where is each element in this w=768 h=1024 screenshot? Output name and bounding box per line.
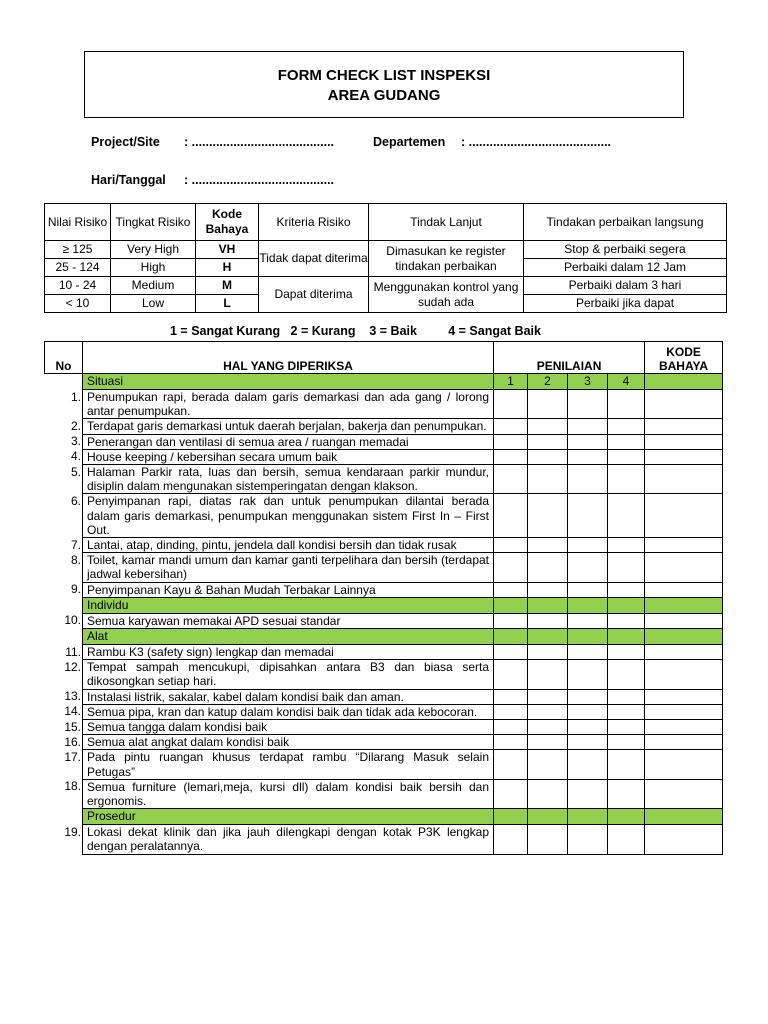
- risk-kode-cell: H: [196, 259, 259, 277]
- section-kode-cell: [645, 374, 723, 390]
- header-no: No: [45, 342, 83, 374]
- checklist-row: [45, 419, 723, 434]
- risk-tingkat-cell: Low: [111, 295, 196, 313]
- item-number: 2.: [70, 418, 81, 433]
- score-cell-4[interactable]: [608, 825, 645, 854]
- item-description: Lantai, atap, dinding, pintu, jendela dall kondisi bersih dan tidak rusak: [83, 538, 494, 553]
- score-cell-2[interactable]: [528, 434, 568, 449]
- risk-perbaikan-cell: Perbaiki dalam 12 Jam: [524, 259, 727, 277]
- section-spacer: [45, 374, 83, 390]
- checklist-row: [45, 689, 723, 704]
- kode-bahaya-cell[interactable]: [645, 779, 723, 808]
- score-cell-3[interactable]: [568, 689, 608, 704]
- checklist-row: [45, 390, 723, 419]
- score-cell-4[interactable]: [608, 645, 645, 660]
- tindak-register: Dimasukan ke register tindakan perbaikan: [369, 241, 524, 277]
- section-row: [45, 809, 723, 825]
- item-number: 1.: [70, 389, 81, 404]
- departemen-label: Departemen: [373, 135, 446, 149]
- kode-bahaya-cell[interactable]: [645, 689, 723, 704]
- tanggal-field[interactable]: : .........................................: [184, 173, 335, 187]
- score-cell-4[interactable]: [608, 494, 645, 538]
- kode-bahaya-cell[interactable]: [645, 582, 723, 597]
- risk-matrix-table: [44, 203, 727, 313]
- score-header-cell: [528, 629, 568, 645]
- score-header-cell: [568, 597, 608, 613]
- item-description: Semua karyawan memakai APD sesuai standar: [83, 613, 494, 628]
- section-row: [45, 629, 723, 645]
- checklist-row: [45, 645, 723, 660]
- kode-bahaya-cell[interactable]: [645, 750, 723, 779]
- score-cell-3[interactable]: [568, 645, 608, 660]
- header-kode-bahaya: KODE BAHAYA: [645, 342, 723, 374]
- section-row: [45, 374, 723, 390]
- header-tindakan-perbaikan: Tindakan perbaikan langsung: [524, 204, 727, 241]
- checklist-row: [45, 660, 723, 689]
- kode-bahaya-cell[interactable]: [645, 434, 723, 449]
- section-kode-cell: [645, 597, 723, 613]
- item-description: Toilet, kamar mandi umum dan kamar ganti terpelihara dan bersih (terdapat jadwal kebersihan): [83, 553, 494, 582]
- score-cell-3[interactable]: [568, 613, 608, 628]
- score-cell-4[interactable]: [608, 720, 645, 735]
- score-cell-2[interactable]: [528, 660, 568, 689]
- score-cell-4[interactable]: [608, 465, 645, 494]
- item-number: 12.: [64, 659, 81, 674]
- score-cell-1[interactable]: [494, 538, 528, 553]
- score-cell-2[interactable]: [528, 825, 568, 854]
- score-cell-1[interactable]: [494, 449, 528, 464]
- checklist-row: [45, 750, 723, 779]
- form-title-line2: AREA GUDANG: [327, 87, 441, 104]
- score-cell-1[interactable]: [494, 465, 528, 494]
- section-row: [45, 597, 723, 613]
- kode-bahaya-cell[interactable]: [645, 704, 723, 719]
- kode-bahaya-cell[interactable]: [645, 538, 723, 553]
- item-description: Rambu K3 (safety sign) lengkap dan memadai: [83, 645, 494, 660]
- section-title: Individu: [83, 597, 494, 613]
- item-number: 18.: [64, 779, 81, 794]
- score-cell-2[interactable]: [528, 613, 568, 628]
- score-cell-2[interactable]: [528, 465, 568, 494]
- score-cell-1[interactable]: [494, 613, 528, 628]
- item-number: 16.: [64, 734, 81, 749]
- risk-perbaikan-cell: Perbaiki dalam 3 hari: [524, 277, 727, 295]
- item-number: 19.: [64, 824, 81, 839]
- score-header-cell: [608, 629, 645, 645]
- score-cell-4[interactable]: [608, 582, 645, 597]
- score-cell-3[interactable]: [568, 582, 608, 597]
- score-header-cell: 2: [528, 374, 568, 390]
- item-number: 3.: [70, 434, 81, 449]
- item-number: 17.: [64, 749, 81, 764]
- item-description: Pada pintu ruangan khusus terdapat rambu “Dilarang Masuk selain Petugas”: [83, 750, 494, 779]
- kode-bahaya-cell[interactable]: [645, 720, 723, 735]
- score-cell-3[interactable]: [568, 779, 608, 808]
- item-description: Penerangan dan ventilasi di semua area / ruangan memadai: [83, 434, 494, 449]
- score-header-cell: [528, 809, 568, 825]
- item-description: Penumpukan rapi, berada dalam garis demarkasi dan ada gang / lorong antar penumpukan.: [83, 390, 494, 419]
- form-title-line1: FORM CHECK LIST INSPEKSI: [277, 67, 491, 84]
- score-header-cell: 4: [608, 374, 645, 390]
- tindak-kontrol: Menggunakan kontrol yang sudah ada: [369, 277, 524, 313]
- section-title: Alat: [83, 629, 494, 645]
- score-cell-4[interactable]: [608, 419, 645, 434]
- score-cell-4[interactable]: [608, 704, 645, 719]
- score-cell-4[interactable]: [608, 735, 645, 750]
- checklist-row: [45, 720, 723, 735]
- kode-bahaya-cell[interactable]: [645, 419, 723, 434]
- score-cell-2[interactable]: [528, 779, 568, 808]
- score-cell-4[interactable]: [608, 750, 645, 779]
- score-cell-3[interactable]: [568, 419, 608, 434]
- risk-nilai-cell: < 10: [45, 295, 111, 313]
- score-cell-2[interactable]: [528, 704, 568, 719]
- score-cell-3[interactable]: [568, 494, 608, 538]
- project-field[interactable]: : .........................................: [184, 135, 335, 149]
- score-cell-3[interactable]: [568, 660, 608, 689]
- checklist-row: [45, 582, 723, 597]
- risk-perbaikan-cell: Stop & perbaiki segera: [524, 241, 727, 259]
- item-description: Penyimpanan Kayu & Bahan Mudah Terbakar Lainnya: [83, 582, 494, 597]
- score-cell-2[interactable]: [528, 720, 568, 735]
- checklist-table: [44, 341, 723, 855]
- risk-nilai-cell: 25 - 124: [45, 259, 111, 277]
- score-cell-1[interactable]: [494, 582, 528, 597]
- section-title: Situasi: [83, 374, 494, 390]
- item-number: 15.: [64, 719, 81, 734]
- section-kode-cell: [645, 629, 723, 645]
- score-cell-1[interactable]: [494, 689, 528, 704]
- risk-tingkat-cell: Medium: [111, 277, 196, 295]
- checklist-row: [45, 449, 723, 464]
- kode-bahaya-cell[interactable]: [645, 553, 723, 582]
- item-number: 7.: [70, 537, 81, 552]
- item-description: Instalasi listrik, sakalar, kabel dalam kondisi baik dan aman.: [83, 689, 494, 704]
- form-title-box: [84, 51, 684, 118]
- risk-perbaikan-cell: Perbaiki jika dapat: [524, 295, 727, 313]
- item-description: Tempat sampah mencukupi, dipisahkan antara B3 dan biasa serta dikosongkan setiap hari.: [83, 660, 494, 689]
- item-description: Lokasi dekat klinik dan jika jauh dilengkapi dengan kotak P3K lengkap dengan peralatannya.: [83, 825, 494, 854]
- kriteria-dapat-diterima: Dapat diterima: [259, 277, 369, 313]
- item-number: 13.: [64, 689, 81, 704]
- item-number: 6.: [70, 493, 81, 508]
- risk-kode-cell: M: [196, 277, 259, 295]
- score-header-cell: [494, 809, 528, 825]
- score-cell-1[interactable]: [494, 494, 528, 538]
- item-description: Halaman Parkir rata, luas dan bersih, semua kendaraan parkir mundur, disiplin dalam mengunakan sistemperingatan dengan klakson.: [83, 465, 494, 494]
- checklist-row: [45, 825, 723, 854]
- risk-tingkat-cell: High: [111, 259, 196, 277]
- section-spacer: [45, 629, 83, 645]
- checklist-row: [45, 434, 723, 449]
- header-nilai-risiko: Nilai Risiko: [45, 204, 111, 241]
- item-description: Terdapat garis demarkasi untuk daerah berjalan, bakerja dan penumpukan.: [83, 419, 494, 434]
- item-description: Semua furniture (lemari,meja, kursi dll) dalam kondisi baik bersih dan ergonomis.: [83, 779, 494, 808]
- score-cell-1[interactable]: [494, 390, 528, 419]
- score-cell-2[interactable]: [528, 582, 568, 597]
- score-cell-4[interactable]: [608, 779, 645, 808]
- score-cell-1[interactable]: [494, 434, 528, 449]
- score-cell-2[interactable]: [528, 390, 568, 419]
- score-cell-4[interactable]: [608, 689, 645, 704]
- risk-nilai-cell: 10 - 24: [45, 277, 111, 295]
- item-number: 5.: [70, 464, 81, 479]
- score-cell-1[interactable]: [494, 750, 528, 779]
- score-cell-4[interactable]: [608, 390, 645, 419]
- kode-bahaya-cell[interactable]: [645, 465, 723, 494]
- header-kode-bahaya: Kode Bahaya: [196, 204, 259, 241]
- tanggal-label: Hari/Tanggal: [91, 173, 166, 187]
- score-cell-4[interactable]: [608, 660, 645, 689]
- score-header-cell: 1: [494, 374, 528, 390]
- score-cell-4[interactable]: [608, 613, 645, 628]
- score-cell-1[interactable]: [494, 825, 528, 854]
- risk-kode-cell: L: [196, 295, 259, 313]
- checklist-row: [45, 494, 723, 538]
- checklist-row: [45, 735, 723, 750]
- kode-bahaya-cell[interactable]: [645, 449, 723, 464]
- score-cell-3[interactable]: [568, 390, 608, 419]
- score-cell-2[interactable]: [528, 645, 568, 660]
- checklist-row: [45, 704, 723, 719]
- score-cell-3[interactable]: [568, 553, 608, 582]
- score-cell-2[interactable]: [528, 750, 568, 779]
- kriteria-tidak-dapat-diterima: Tidak dapat diterima: [259, 241, 369, 277]
- header-tingkat-risiko: Tingkat Risiko: [111, 204, 196, 241]
- score-cell-1[interactable]: [494, 735, 528, 750]
- score-cell-3[interactable]: [568, 720, 608, 735]
- score-header-cell: [608, 597, 645, 613]
- score-cell-3[interactable]: [568, 465, 608, 494]
- checklist-row: [45, 779, 723, 808]
- kode-bahaya-cell[interactable]: [645, 613, 723, 628]
- kode-bahaya-cell[interactable]: [645, 390, 723, 419]
- score-cell-2[interactable]: [528, 538, 568, 553]
- risk-nilai-cell: ≥ 125: [45, 241, 111, 259]
- score-cell-2[interactable]: [528, 419, 568, 434]
- header-penilaian: PENILAIAN: [494, 342, 645, 374]
- header-hal-diperiksa: HAL YANG DIPERIKSA: [83, 342, 494, 374]
- item-description: House keeping / kebersihan secara umum baik: [83, 449, 494, 464]
- score-cell-1[interactable]: [494, 704, 528, 719]
- score-header-cell: [494, 597, 528, 613]
- score-cell-2[interactable]: [528, 449, 568, 464]
- score-cell-3[interactable]: [568, 750, 608, 779]
- score-header-cell: [568, 809, 608, 825]
- item-number: 4.: [70, 449, 81, 464]
- score-cell-1[interactable]: [494, 720, 528, 735]
- checklist-row: [45, 465, 723, 494]
- risk-kode-cell: VH: [196, 241, 259, 259]
- kode-bahaya-cell[interactable]: [645, 735, 723, 750]
- score-cell-1[interactable]: [494, 660, 528, 689]
- score-cell-3[interactable]: [568, 825, 608, 854]
- score-cell-4[interactable]: [608, 449, 645, 464]
- score-cell-4[interactable]: [608, 538, 645, 553]
- item-number: 10.: [64, 613, 81, 628]
- score-cell-4[interactable]: [608, 434, 645, 449]
- score-cell-1[interactable]: [494, 419, 528, 434]
- score-cell-2[interactable]: [528, 494, 568, 538]
- item-description: Semua tangga dalam kondisi baik: [83, 720, 494, 735]
- checklist-row: [45, 538, 723, 553]
- kode-bahaya-cell[interactable]: [645, 645, 723, 660]
- score-header-cell: [608, 809, 645, 825]
- item-number: 8.: [70, 552, 81, 567]
- kode-bahaya-cell[interactable]: [645, 660, 723, 689]
- section-kode-cell: [645, 809, 723, 825]
- item-number: 14.: [64, 704, 81, 719]
- score-cell-2[interactable]: [528, 689, 568, 704]
- score-cell-3[interactable]: [568, 449, 608, 464]
- risk-tingkat-cell: Very High: [111, 241, 196, 259]
- score-cell-4[interactable]: [608, 553, 645, 582]
- score-header-cell: 3: [568, 374, 608, 390]
- score-cell-1[interactable]: [494, 645, 528, 660]
- item-description: Semua alat angkat dalam kondisi baik: [83, 735, 494, 750]
- section-title: Prosedur: [83, 809, 494, 825]
- score-cell-2[interactable]: [528, 735, 568, 750]
- score-cell-3[interactable]: [568, 704, 608, 719]
- item-description: Semua pipa, kran dan katup dalam kondisi baik dan tidak ada kebocoran.: [83, 704, 494, 719]
- score-header-cell: [568, 629, 608, 645]
- score-cell-2[interactable]: [528, 553, 568, 582]
- rating-legend: 1 = Sangat Kurang 2 = Kurang 3 = Baik 4 = Sangat Baik: [170, 324, 541, 338]
- kode-bahaya-cell[interactable]: [645, 494, 723, 538]
- header-tindak-lanjut: Tindak Lanjut: [369, 204, 524, 241]
- section-spacer: [45, 597, 83, 613]
- score-cell-1[interactable]: [494, 779, 528, 808]
- checklist-row: [45, 553, 723, 582]
- header-kriteria-risiko: Kriteria Risiko: [259, 204, 369, 241]
- score-cell-3[interactable]: [568, 538, 608, 553]
- score-header-cell: [528, 597, 568, 613]
- item-number: 11.: [65, 644, 81, 659]
- kode-bahaya-cell[interactable]: [645, 825, 723, 854]
- score-cell-3[interactable]: [568, 434, 608, 449]
- score-cell-3[interactable]: [568, 735, 608, 750]
- score-cell-1[interactable]: [494, 553, 528, 582]
- departemen-field[interactable]: : .........................................: [461, 135, 612, 149]
- checklist-row: [45, 613, 723, 628]
- project-label: Project/Site: [91, 135, 160, 149]
- item-description: Penyimpanan rapi, diatas rak dan untuk penumpukan dilantai berada dalam garis demarkasi, penumpukan menggunakan sistem First In – First Out.: [83, 494, 494, 538]
- score-header-cell: [494, 629, 528, 645]
- item-number: 9.: [70, 582, 81, 597]
- section-spacer: [45, 809, 83, 825]
